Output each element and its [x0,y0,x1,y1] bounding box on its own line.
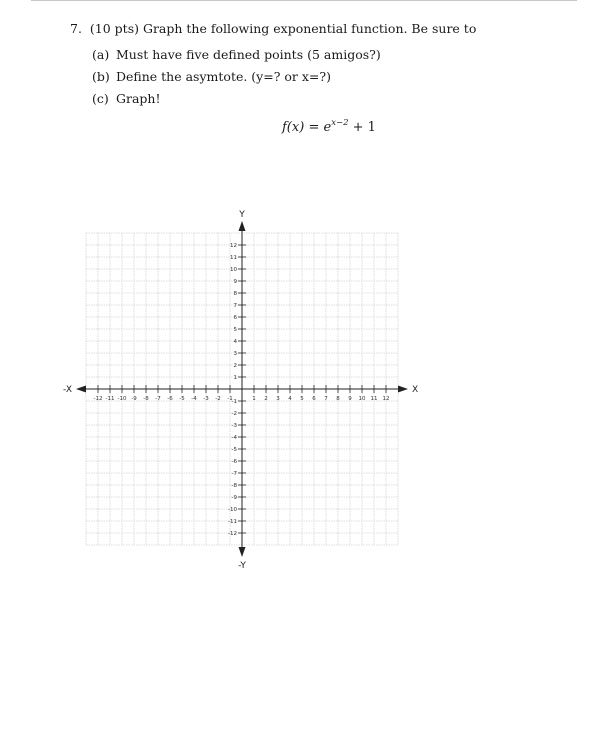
y-tick-label: -10 [228,507,237,513]
y-tick-label: 12 [230,243,237,249]
y-axis-arrow-up [239,221,246,231]
x-tick-label: -8 [143,396,149,402]
task-label: (c) [92,91,109,106]
y-tick-label: 11 [230,255,237,261]
task-item [92,91,381,113]
y-axis-negative-label: -Y [238,561,246,571]
y-tick-label: 3 [233,351,237,357]
x-tick-label: 4 [288,396,292,402]
x-tick-label: 1 [252,396,256,402]
y-tick-label: 10 [230,267,237,273]
task-text: Define the asymtote. (y=? or x=?) [115,69,331,84]
formula-equals: = [308,120,320,135]
y-tick-label: -11 [228,519,237,525]
x-tick-label: -9 [131,396,137,402]
x-tick-label: 9 [348,396,352,402]
coordinate-grid [58,205,426,575]
y-tick-label: -6 [231,459,237,465]
x-tick-label: -3 [203,396,209,402]
y-tick-label: 4 [233,339,237,345]
formula-tail: + 1 [352,120,376,135]
y-tick-label: 2 [233,363,237,369]
x-tick-label: -4 [191,396,197,402]
x-tick-label: 3 [276,396,280,402]
y-tick-label: -5 [231,447,237,453]
formula-exponent: x−2 [331,118,349,128]
y-tick-label: -3 [231,423,237,429]
y-tick-label: -2 [231,411,237,417]
y-tick-label: 6 [233,315,237,321]
x-tick-label: 10 [358,396,366,402]
y-tick-label: -9 [231,495,237,501]
x-tick-label: 12 [382,396,390,402]
y-tick-label: 7 [233,303,237,309]
y-tick-label: 9 [233,279,237,285]
x-tick-label: -1 [227,396,233,402]
task-label: (b) [92,69,110,84]
x-tick-label: -6 [167,396,173,402]
task-text: Must have five defined points (5 amigos?) [115,47,381,62]
top-rule [31,0,577,1]
x-tick-label: -5 [179,396,185,402]
task-text: Graph! [115,91,161,106]
task-label: (a) [92,47,110,62]
y-tick-label: -4 [231,435,237,441]
y-tick-label: -8 [231,483,237,489]
task-item [92,47,381,69]
function-formula [282,118,376,135]
y-tick-label: -1 [231,399,237,405]
formula-lhs: f(x) [282,120,305,135]
question-text: (10 pts) Graph the following exponential function. Be sure to [89,21,477,36]
x-tick-label: 7 [324,396,328,402]
formula-base: e [323,120,332,135]
y-tick-label: -7 [231,471,237,477]
x-tick-label: -2 [215,396,221,402]
x-axis-arrow-left [76,386,86,393]
y-tick-label: 1 [233,375,237,381]
x-tick-label: -12 [93,396,103,402]
y-axis-positive-label: Y [239,210,245,220]
x-tick-label: 5 [300,396,304,402]
x-tick-label: 2 [264,396,268,402]
x-tick-label: 6 [312,396,316,402]
y-tick-label: -12 [228,531,237,537]
task-list [92,47,381,113]
x-tick-label: -10 [117,396,127,402]
question-number: 7. [70,21,82,36]
x-axis-negative-label: -X [63,385,72,395]
x-tick-label: 8 [336,396,340,402]
question-prompt [70,21,476,37]
x-axis-positive-label: X [412,385,419,395]
x-axis-arrow-right [398,386,408,393]
x-tick-label: -11 [105,396,115,402]
x-tick-label: 11 [370,396,378,402]
y-tick-label: 8 [233,291,237,297]
y-tick-label: 5 [233,327,237,333]
y-axis-arrow-down [239,547,246,557]
task-item [92,69,381,91]
x-tick-label: -7 [155,396,161,402]
